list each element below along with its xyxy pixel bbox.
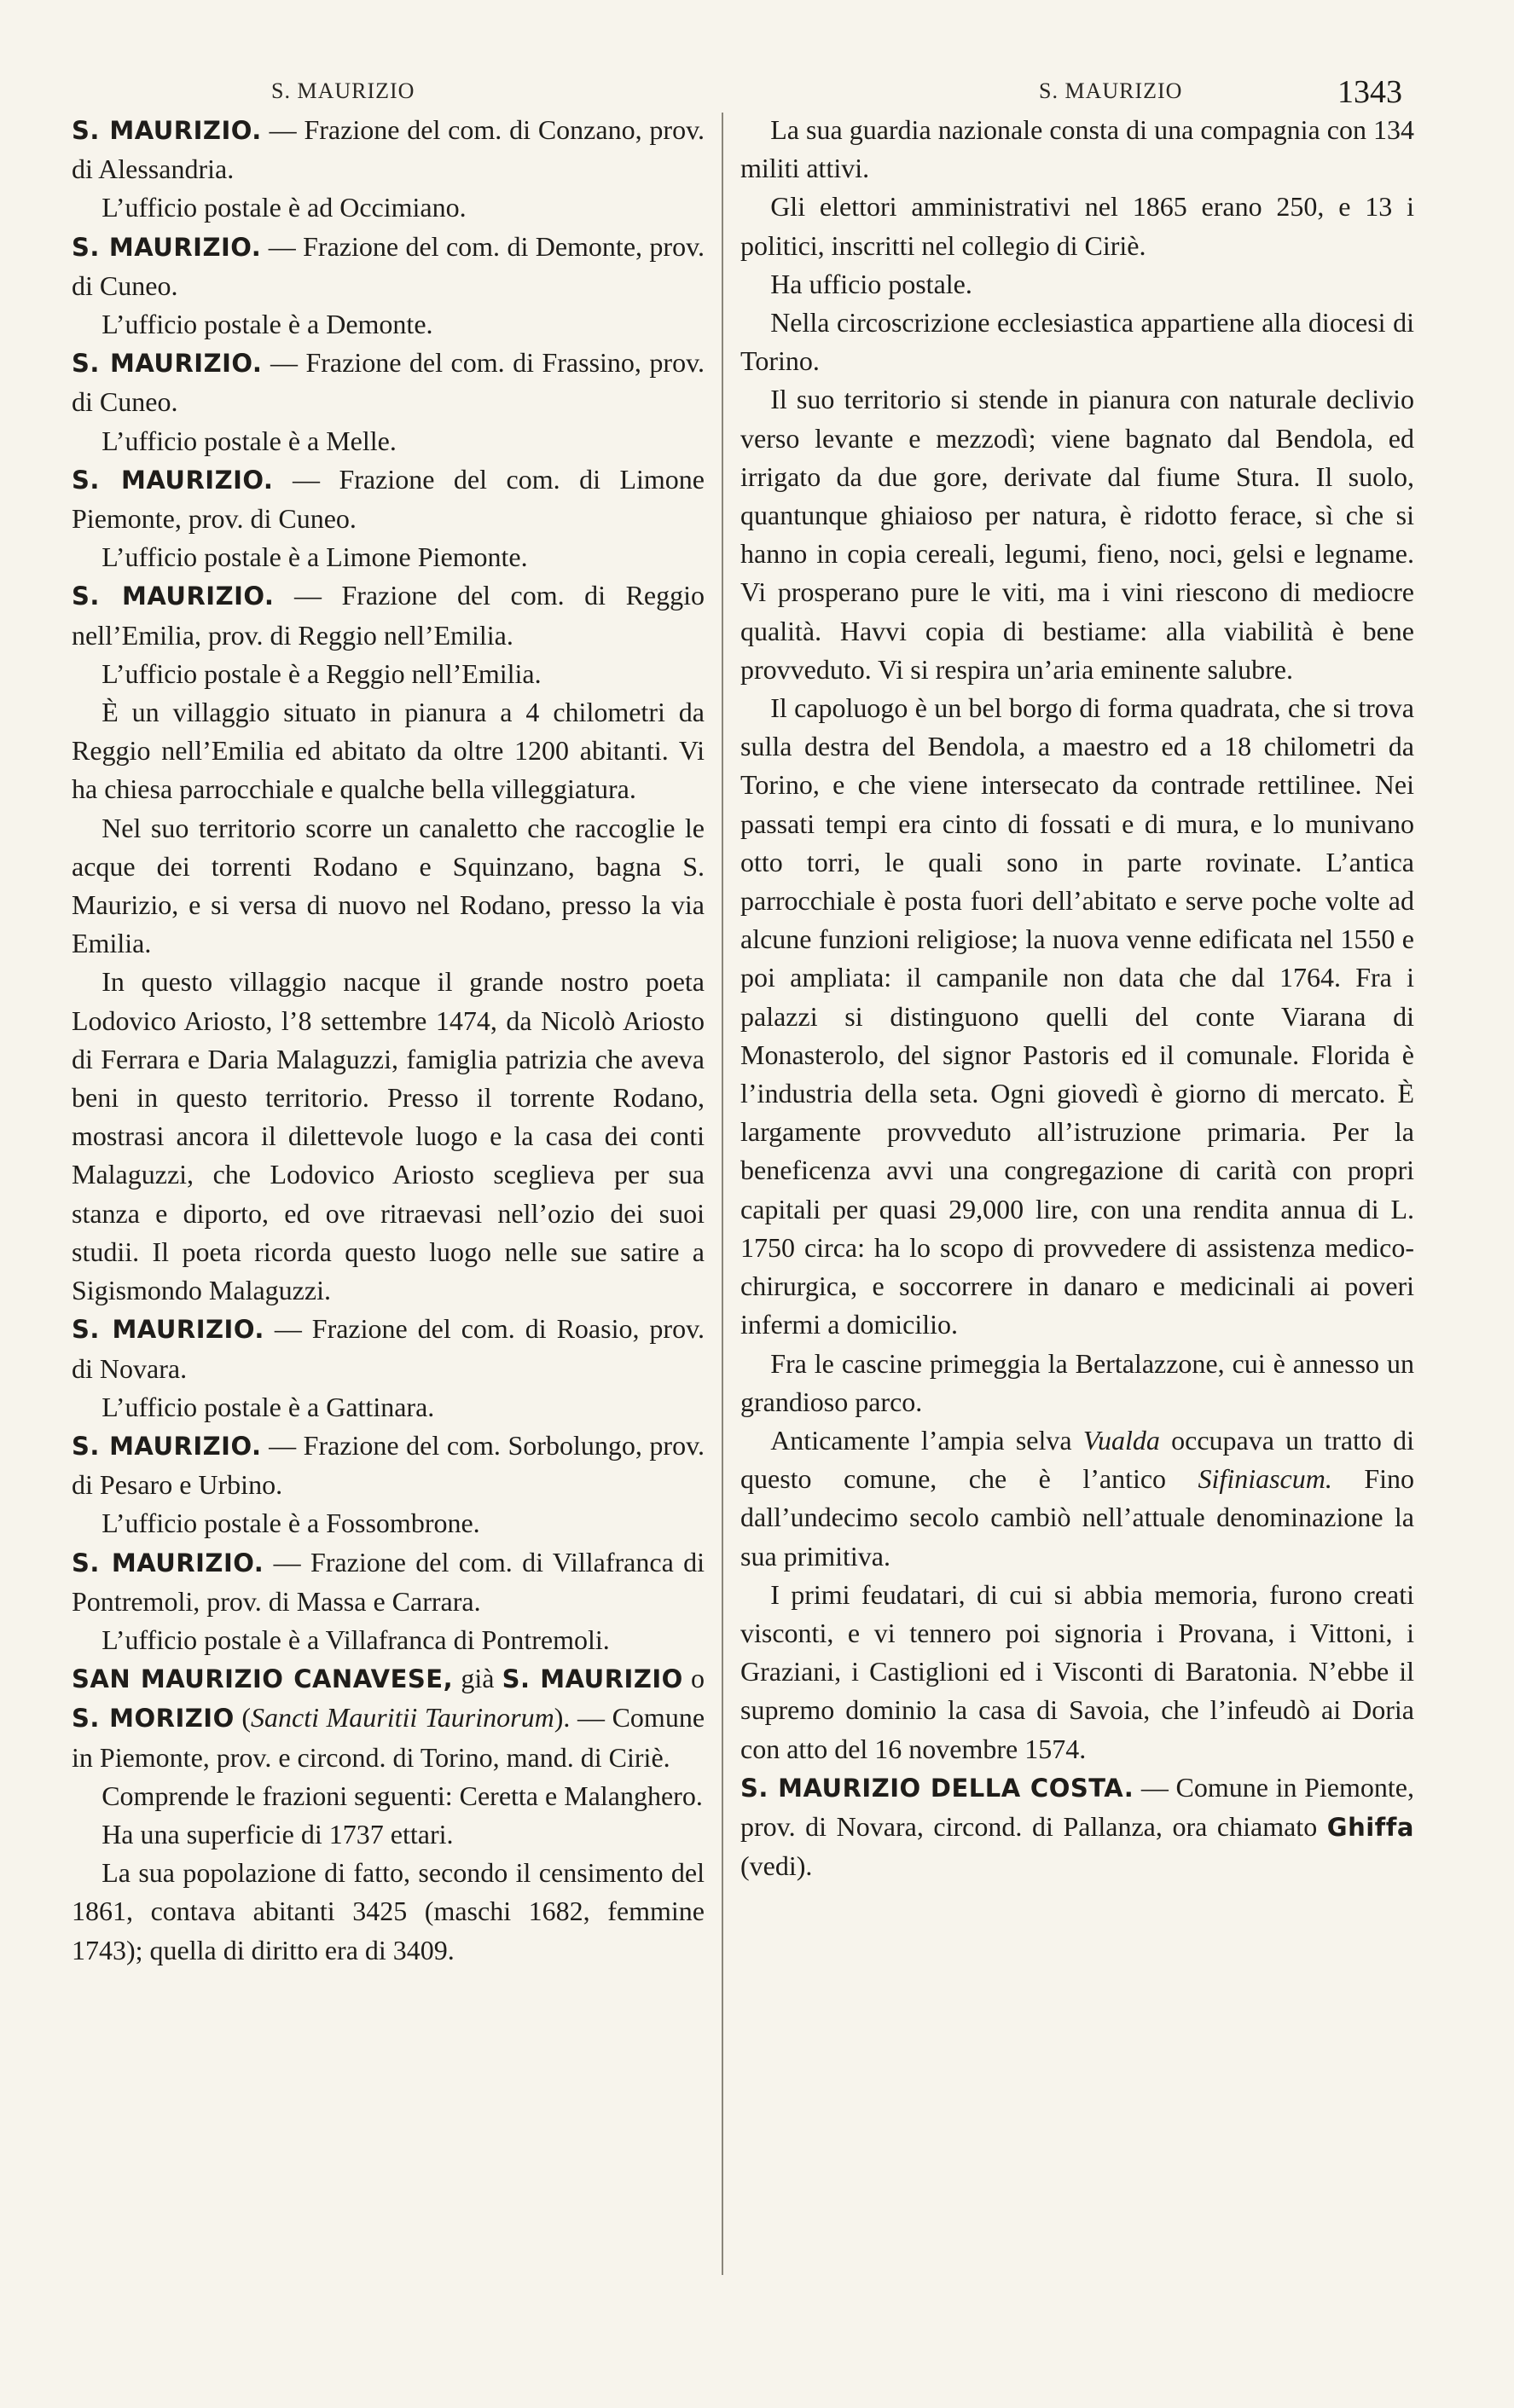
headword: S. MAURIZIO.: [72, 1548, 264, 1577]
headword: S. MAURIZIO.: [72, 1315, 264, 1345]
entry-text: (: [234, 1702, 252, 1734]
entry-text: già: [453, 1663, 502, 1694]
entry-sorbolungo: [72, 1427, 705, 1504]
running-head-left: S. MAURIZIO: [271, 78, 415, 103]
paragraph: L’ufficio postale è a Melle.: [102, 425, 397, 456]
latin-name: Vualda: [1082, 1424, 1160, 1456]
entry-reggio: [72, 576, 705, 654]
entry-text: — Frazione del com. di Conzano, prov. di Alessandria.: [72, 114, 705, 185]
entry-san-maurizio-canavese: [72, 1659, 705, 1777]
paragraph: L’ufficio postale è a Villafranca di Pontremoli.: [102, 1624, 610, 1655]
paragraph: Gli elettori amministrativi nel 1865 erano 250, e 13 i politici, inscritti nel collegio di Ciriè.: [740, 191, 1414, 261]
text-fragment: occupava un tratto di questo comune, che è l’antico: [740, 1424, 1415, 1495]
paragraph: Ha una superficie di 1737 ettari.: [102, 1818, 454, 1849]
paragraph: La sua popolazione di fatto, secondo il censimento del 1861, contava abitanti 3425 (maschi 1682, femmine 1743); quella di diritto era di 3409.: [72, 1857, 705, 1965]
entry-roasio: [72, 1310, 705, 1387]
entry-text: (vedi).: [740, 1850, 813, 1882]
paragraph: La sua guardia nazionale consta di una compagnia con 134 militi attivi.: [740, 114, 1414, 184]
entry-demonte: [72, 228, 705, 305]
entry-text: — Frazione del com. di Limone Piemonte, prov. di Cuneo.: [72, 463, 705, 535]
paragraph: L’ufficio postale è ad Occimiano.: [102, 192, 467, 223]
text-fragment: Anticamente l’ampia selva: [770, 1424, 1083, 1456]
paragraph: Comprende le frazioni seguenti: Ceretta e Malanghero.: [102, 1780, 703, 1811]
paragraph: Ha ufficio postale.: [770, 268, 972, 299]
entry-frassino: [72, 344, 705, 421]
paragraph: L’ufficio postale è a Demonte.: [102, 309, 433, 340]
entry-text: — Frazione del com. di Demonte, prov. di Cuneo.: [72, 230, 705, 301]
paragraph: I primi feudatari, di cui si abbia memoria, furono creati visconti, e vi tennero poi signoria i Provana, i Vittoni, i Graziani, i Castiglioni ed i Visconti di Baratonia. N’ebbe il supremo dominio la casa di Savoia, che l’infeudò ai Doria con atto del 16 novembre 1574.: [740, 1578, 1414, 1764]
entry-villafranca: [72, 1543, 705, 1621]
paragraph: L’ufficio postale è a Fossombrone.: [102, 1508, 480, 1539]
headword: Ghiffa: [1326, 1812, 1414, 1842]
entry-conzano: [72, 111, 705, 188]
paragraph: Fra le cascine primeggia la Bertalazzone, cui è annesso un grandioso parco.: [740, 1347, 1414, 1417]
right-column: [740, 111, 1414, 1885]
paragraph: In questo villaggio nacque il grande nostro poeta Lodovico Ariosto, l’8 settembre 1474, da Nicolò Ariosto di Ferrara e Daria Malaguzzi, famiglia patrizia che aveva beni in questo territorio. Presso il torrente Rodano, mostrasi ancora il dilettevole luogo e la casa dei conti Malaguzzi, che Lodovico Ariosto sceglieva per sua stanza e diporto, ed ove ritraevasi nell’ozio dei suoi studii. Il poeta ricorda questo luogo nelle sue satire a Sigismondo Malaguzzi.: [72, 966, 705, 1306]
paragraph: Il suo territorio si stende in pianura con naturale declivio verso levante e mezzodì; viene bagnato dal Bendola, ed irrigato da due gore, derivate dal fiume Stura. Il suolo, quantunque ghiaioso per natura, è ridotto ferace, sì che si hanno in copia cereali, legumi, fieno, noci, gelsi e legname. Vi prosperano pure le viti, ma i vini riescono di mediocre qualità. Havvi copia di bestiame: alla viabilità è bene provveduto. Vi si respira un’aria eminente salubre.: [740, 384, 1414, 685]
headword: S. MAURIZIO: [502, 1664, 683, 1694]
paragraph: Nella circoscrizione ecclesiastica appartiene alla diocesi di Torino.: [740, 307, 1414, 377]
headword: S. MAURIZIO.: [72, 465, 274, 495]
entry-text: — Frazione del com. di Villafranca di Pontremoli, prov. di Massa e Carrara.: [72, 1546, 705, 1617]
latin-name: Sifiniascum.: [1198, 1463, 1332, 1495]
headword: S. MAURIZIO.: [72, 582, 275, 611]
left-column: [72, 111, 705, 1970]
paragraph: Il capoluogo è un bel borgo di forma quadrata, che si trova sulla destra del Bendola, a maestro ed a 18 chilometri da Torino, e che viene intersecato da contrade rettilinee. Nei passati tempi era cinto di fossati e di mura, e lo munivano otto torri, le quali sono in parte rovinate. L’antica parrocchiale è posta fuori dell’abitato e serve poche volte ad alcune funzioni religiose; la nuova venne edificata nel 1550 e poi ampliata: il campanile non data che dal 1764. Fra i palazzi si distinguono quelli del conte Viarana di Monasterolo, del signor Pastoris ed il comunale. Florida è l’industria della seta. Ogni giovedì è giorno di mercato. È largamente provveduto all’istruzione primaria. Per la beneficenza avvi una congregazione di carità con propri capitali per quasi 29,000 lire, con una rendita annua di L. 1750 circa: ha lo scopo di provvedere di assistenza medico-chirurgica, e soccorrere in danaro e medicinali ai poveri infermi a domicilio.: [740, 692, 1414, 1340]
entry-della-costa: [740, 1768, 1414, 1886]
entry-text: ). — Comune in Piemonte, prov. e circond. di Torino, mand. di Ciriè.: [72, 1702, 705, 1773]
column-divider: [722, 113, 723, 2275]
headword: S. MAURIZIO.: [72, 116, 262, 145]
paragraph: L’ufficio postale è a Reggio nell’Emilia.: [102, 657, 542, 689]
headword: S. MAURIZIO DELLA COSTA.: [740, 1773, 1134, 1803]
headword: S. MAURIZIO.: [72, 232, 262, 262]
paragraph: Nel suo territorio scorre un canaletto che raccoglie le acque dei torrenti Rodano e Squinzano, bagna S. Maurizio, e si versa di nuovo nel Rodano, presso la via Emilia.: [72, 812, 705, 959]
text-fragment: Fino dall’undecimo secolo cambiò nell’attuale denominazione la sua primitiva.: [740, 1463, 1415, 1572]
entry-text: — Frazione del com. di Roasio, prov. di Novara.: [72, 1313, 705, 1384]
page-number: 1343: [1337, 74, 1402, 110]
entry-text: — Comune in Piemonte, prov. di Novara, circond. di Pallanza, ora chiamato: [740, 1771, 1414, 1842]
headword: SAN MAURIZIO CANAVESE,: [72, 1664, 454, 1694]
headword: S. MAURIZIO.: [72, 1431, 262, 1461]
entry-limone: [72, 460, 705, 538]
entry-text: — Frazione del com. di Reggio nell’Emilia, prov. di Reggio nell’Emilia.: [72, 580, 705, 651]
latin-name: Sancti Mauritii Taurinorum: [251, 1702, 554, 1734]
paragraph: L’ufficio postale è a Gattinara.: [102, 1391, 435, 1422]
running-head-right: S. MAURIZIO: [1039, 78, 1183, 103]
paragraph: È un villaggio situato in pianura a 4 chilometri da Reggio nell’Emilia ed abitato da oltre 1200 abitanti. Vi ha chiesa parrocchiale e qualche bella villeggiatura.: [72, 697, 705, 805]
entry-text: — Frazione del com. Sorbolungo, prov. di Pesaro e Urbino.: [72, 1429, 705, 1501]
paragraph-latin: [740, 1421, 1414, 1576]
paragraph: L’ufficio postale è a Limone Piemonte.: [102, 541, 528, 573]
headword: S. MORIZIO: [72, 1704, 235, 1734]
entry-text: o: [682, 1663, 705, 1694]
headword: S. MAURIZIO.: [72, 349, 263, 379]
entry-text: — Frazione del com. di Frassino, prov. di Cuneo.: [72, 347, 705, 418]
